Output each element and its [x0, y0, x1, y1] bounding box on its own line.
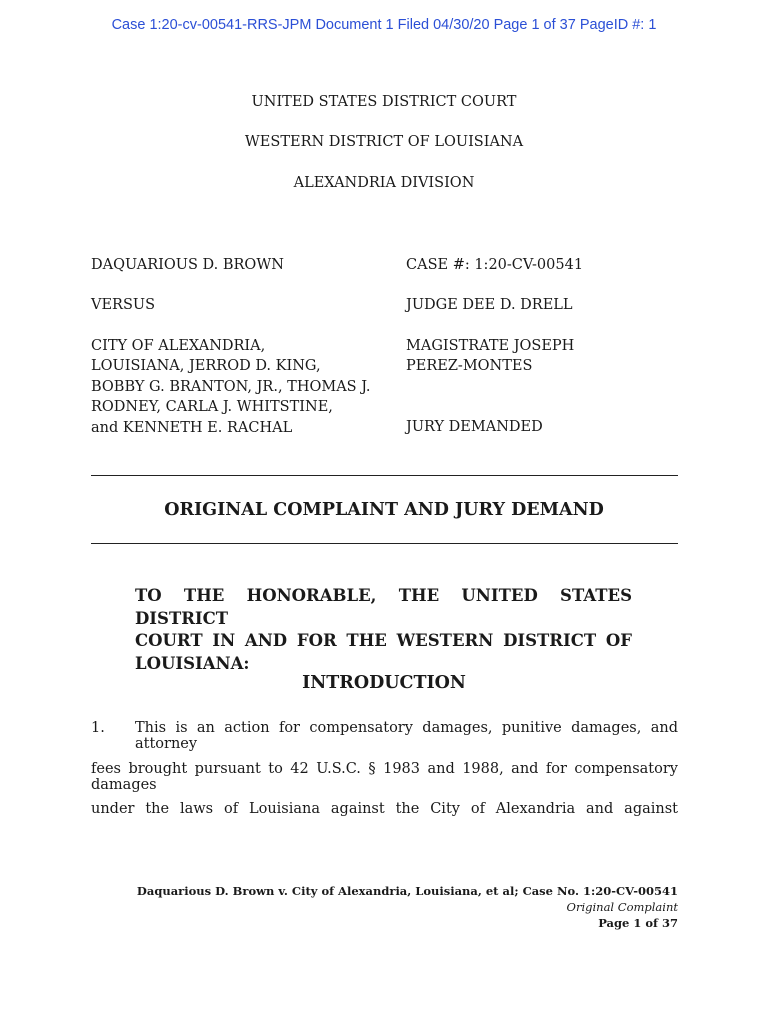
paragraph-line: fees brought pursuant to 42 U.S.C. § 1983 and 1988, and for compensatory damages	[91, 761, 678, 793]
magistrate-line: MAGISTRATE JOSEPH	[406, 338, 575, 354]
versus-label: VERSUS	[91, 297, 156, 313]
magistrate-block	[406, 336, 574, 377]
magistrate-line: PEREZ-MONTES	[406, 358, 533, 375]
defendants-block	[91, 336, 371, 438]
defendants-line: LOUISIANA, JERROD D. KING,	[91, 358, 321, 375]
footer-case-caption: Daquarious D. Brown v. City of Alexandria, Louisiana, et al; Case No. 1:20-CV-00541	[136, 884, 678, 898]
footer-document-type: Original Complaint	[566, 900, 678, 914]
divider-rule-top	[91, 475, 678, 476]
case-number: CASE #: 1:20-CV-00541	[406, 257, 584, 273]
court-name: UNITED STATES DISTRICT COURT	[251, 94, 517, 110]
defendants-line: RODNEY, CARLA J. WHITSTINE,	[91, 399, 333, 416]
jury-demanded-label: JURY DEMANDED	[406, 419, 543, 435]
court-address-block	[135, 585, 632, 675]
address-line: COURT IN AND FOR THE WESTERN DISTRICT OF	[135, 631, 632, 651]
divider-rule-bottom	[91, 543, 678, 544]
defendants-line: BOBBY G. BRANTON, JR., THOMAS J.	[91, 378, 371, 395]
address-line: LOUISIANA:	[135, 653, 250, 673]
footer-page-number: Page 1 of 37	[598, 916, 678, 930]
defendants-line: CITY OF ALEXANDRIA,	[91, 338, 266, 354]
document-title: ORIGINAL COMPLAINT AND JURY DEMAND	[164, 500, 604, 520]
paragraph-line: under the laws of Louisiana against the City of Alexandria and against	[91, 801, 678, 817]
defendants-line: and KENNETH E. RACHAL	[91, 419, 293, 436]
judge-name: JUDGE DEE D. DRELL	[406, 297, 573, 313]
court-district: WESTERN DISTRICT OF LOUISIANA	[244, 134, 524, 150]
court-division: ALEXANDRIA DIVISION	[293, 175, 475, 191]
address-line: TO THE HONORABLE, THE UNITED STATES DISTRICT	[135, 586, 632, 628]
plaintiff-name: DAQUARIOUS D. BROWN	[91, 257, 284, 273]
section-heading-introduction: INTRODUCTION	[302, 673, 466, 693]
filing-header-stamp: Case 1:20-cv-00541-RRS-JPM Document 1 Filed 04/30/20 Page 1 of 37 PageID #: 1	[111, 17, 657, 33]
paragraph-line: This is an action for compensatory damages, punitive damages, and attorney	[135, 720, 678, 752]
paragraph-number: 1.	[91, 720, 105, 736]
